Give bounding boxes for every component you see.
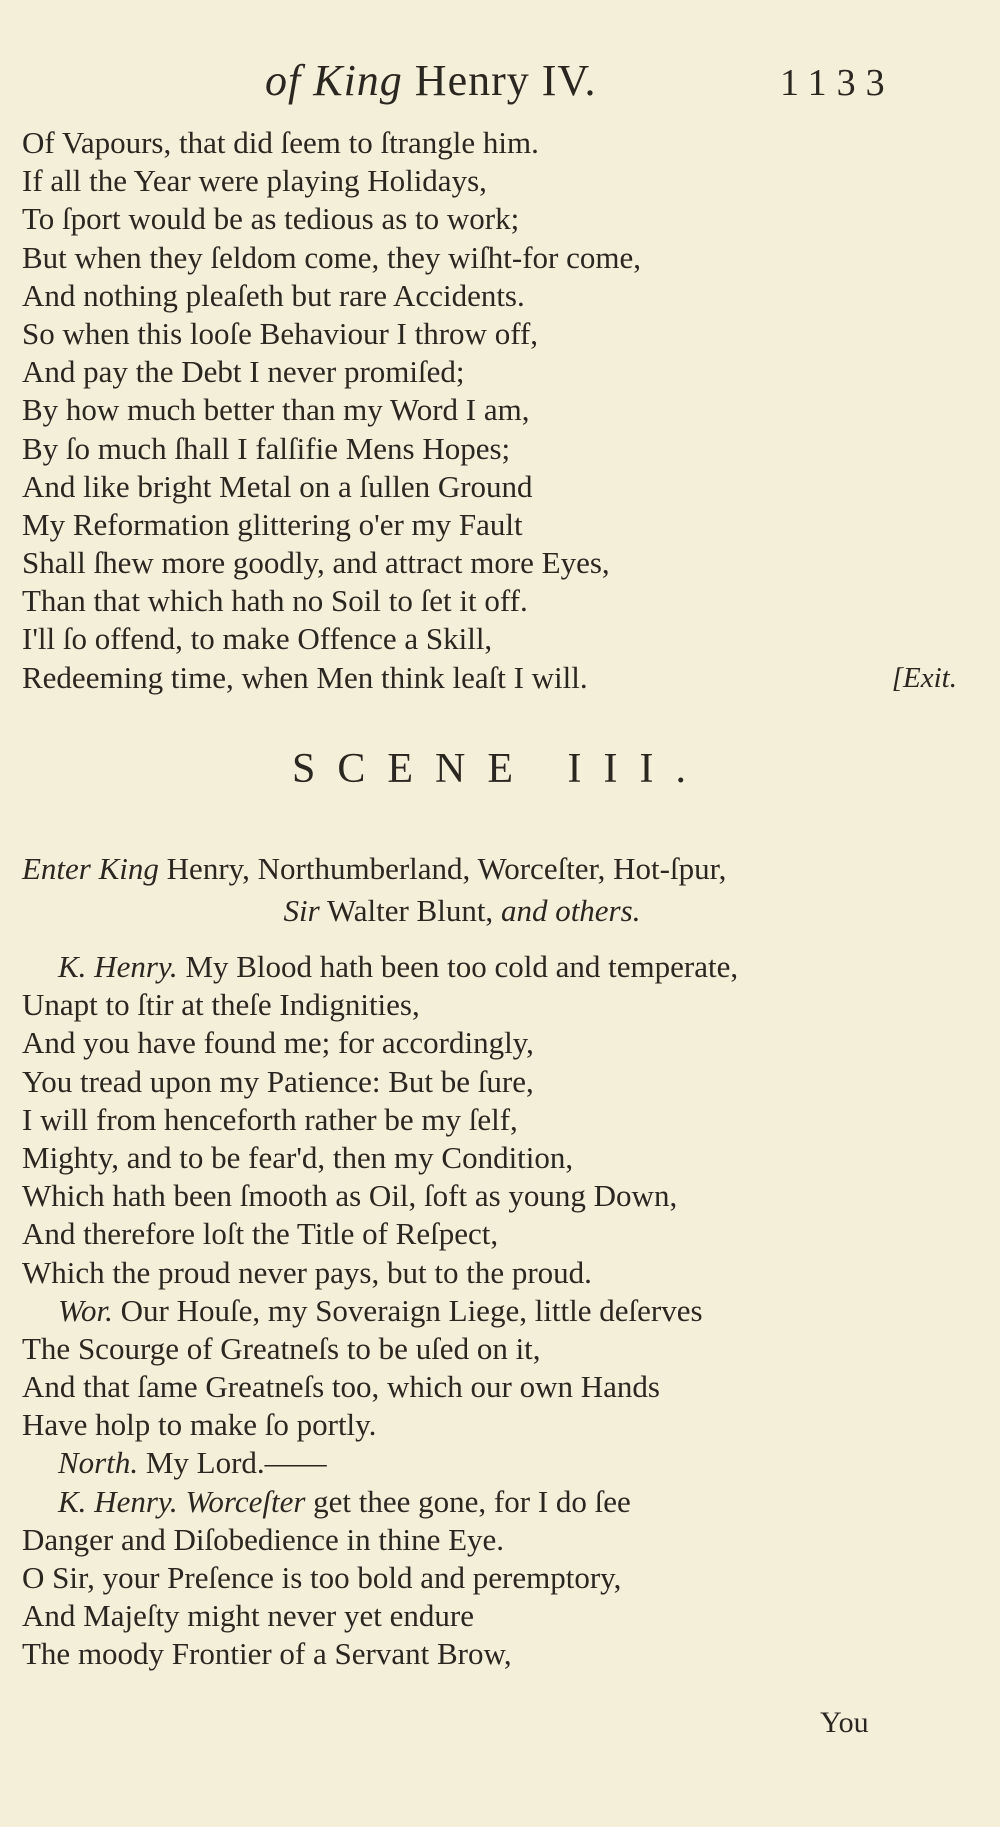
verse-line: To ſport would be as tedious as to work;: [22, 201, 520, 237]
speaker-name: K. Henry.: [58, 1483, 178, 1519]
running-header: [0, 55, 1000, 115]
dialogue-line: [22, 1483, 982, 1521]
dialogue-block: [22, 948, 982, 1674]
dialogue-line: And therefore loſt the Title of Reſpect,: [22, 1216, 499, 1252]
dialogue-line: And Majeſty might never yet endure: [22, 1598, 474, 1634]
dialogue-text: My Blood hath been too cold and temperate,: [185, 949, 739, 984]
dialogue-line: You tread upon my Patience: But be ſure,: [22, 1063, 534, 1099]
scene-heading: SCENE III.: [292, 746, 708, 792]
stage-direction-line-1: [22, 848, 962, 890]
dialogue-line: I will from henceforth rather be my ſelf,: [22, 1101, 518, 1137]
others-label: and others.: [500, 893, 641, 928]
verse-line-with-exit: [22, 659, 982, 697]
dialogue-text: get thee gone, for I do ſee: [313, 1483, 631, 1519]
verse-line: And nothing pleaſeth but rare Accidents.: [22, 277, 525, 313]
enter-label: Enter King: [22, 851, 159, 886]
stage-direction: [22, 848, 962, 932]
verse-line: And like bright Metal on a ſullen Ground: [22, 468, 533, 504]
dialogue-line: And you have found me; for accordingly,: [22, 1025, 534, 1061]
dialogue-line: Unapt to ſtir at theſe Indignities,: [22, 987, 420, 1023]
sir-label: Sir: [283, 893, 320, 928]
character-names-2: Walter Blunt,: [326, 893, 494, 928]
dialogue-line: The moody Frontier of a Servant Brow,: [22, 1636, 512, 1672]
dialogue-text: Our Houſe, my Soveraign Liege, little deſerves: [120, 1292, 703, 1328]
speaker-name: K. Henry.: [58, 949, 178, 984]
dialogue-line: Danger and Diſobedience in thine Eye.: [22, 1521, 505, 1557]
verse-line: By how much better than my Word I am,: [22, 392, 530, 428]
verse-line: Shall ſhew more goodly, and attract more Eyes,: [22, 545, 610, 581]
verse-line: My Reformation glittering o'er my Fault: [22, 506, 523, 542]
dialogue-line: [22, 1444, 982, 1482]
dialogue-line: Mighty, and to be fear'd, then my Condition,: [22, 1139, 574, 1175]
verse-line: By ſo much ſhall I falſifie Mens Hopes;: [22, 430, 511, 466]
character-names: Henry, Northumberland, Worceſter, Hot-ſpur,: [166, 851, 727, 886]
dialogue-line: O Sir, your Preſence is too bold and peremptory,: [22, 1560, 622, 1595]
page-number: 1133: [780, 62, 895, 104]
dialogue-line: [22, 948, 982, 986]
dialogue-line: And that ſame Greatneſs too, which our own Hands: [22, 1369, 660, 1405]
verse-line-text: Redeeming time, when Men think leaſt I will.: [22, 659, 588, 695]
verse-line: And pay the Debt I never promiſed;: [22, 354, 465, 390]
verse-line: Than that which hath no Soil to ſet it off.: [22, 583, 528, 619]
dialogue-line: Which hath been ſmooth as Oil, ſoft as young Down,: [22, 1178, 678, 1214]
verse-block-top: [22, 124, 982, 697]
title-rest: Henry IV.: [414, 56, 597, 105]
catchword: You: [820, 1706, 869, 1739]
stage-direction-line-2: [22, 890, 962, 932]
verse-line: I'll ſo offend, to make Offence a Skill,: [22, 621, 493, 657]
speaker-name: Wor.: [58, 1292, 113, 1328]
title-italic: of King: [265, 56, 403, 105]
exit-direction: [Exit.: [891, 661, 957, 694]
dialogue-text: My Lord.——: [145, 1445, 327, 1481]
dialogue-line: [22, 1292, 982, 1330]
dialogue-line: Which the proud never pays, but to the proud.: [22, 1254, 592, 1290]
verse-line: So when this looſe Behaviour I throw off,: [22, 315, 539, 351]
verse-line: Of Vapours, that did ſeem to ſtrangle him.: [22, 125, 539, 160]
verse-line: If all the Year were playing Holidays,: [22, 163, 487, 199]
dialogue-line: Have holp to make ſo portly.: [22, 1407, 377, 1443]
dialogue-line: The Scourge of Greatneſs to be uſed on it,: [22, 1330, 541, 1366]
speaker-name: North.: [58, 1445, 139, 1481]
verse-line: But when they ſeldom come, they wiſht-for come,: [22, 239, 641, 275]
running-title: [265, 55, 597, 106]
emphasized-name: Worceſter: [185, 1483, 306, 1519]
